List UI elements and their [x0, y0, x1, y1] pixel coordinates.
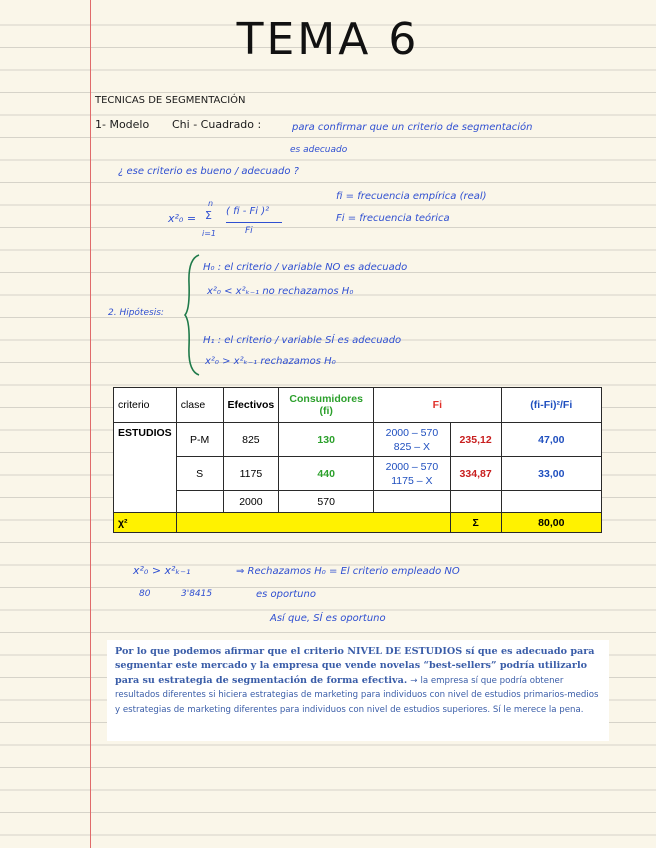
fi-definition: fi = frecuencia empírica (real) — [336, 191, 487, 202]
fraction-bar — [226, 222, 282, 223]
conclusion-formula: x²₀ > x²ₖ₋₁ — [133, 564, 191, 577]
Fi-definition: Fi = frecuencia teórica — [336, 213, 450, 224]
model-name: Chi - Cuadrado : — [172, 118, 262, 131]
conclusion-final: Así que, SÍ es oportuno — [270, 613, 386, 624]
header-clase: clase — [176, 388, 223, 423]
Fi-value-cell: 235,12 — [450, 423, 501, 457]
consumidores-cell: 130 — [279, 423, 374, 457]
conclusion-opportune: es oportuno — [256, 589, 316, 600]
model-purpose-line1: para confirmar que un criterio de segmentación — [292, 122, 533, 133]
conclusion-value-right: 3'8415 — [181, 589, 213, 599]
formula-lhs: x²₀ = — [168, 212, 197, 225]
table-row — [114, 457, 602, 491]
header-chi: (fi-Fi)²/Fi — [501, 388, 601, 423]
efectivos-cell: 1175 — [223, 457, 279, 491]
fi-calc-line2: 825 – X — [393, 440, 430, 453]
criterion-cell: ESTUDIOS — [114, 423, 177, 513]
formula-numerator: ( fi - Fi )² — [226, 206, 270, 217]
formula-sum-bottom: i=1 — [202, 229, 217, 238]
notes-heading: TECNICAS DE SEGMENTACIÓN — [95, 95, 246, 106]
hypothesis-brace — [184, 253, 200, 377]
margin-line — [90, 0, 91, 848]
h0-statement: H₀ : el criterio / variable NO es adecuado — [203, 262, 408, 273]
fi-calc-line2: 1175 – X — [391, 474, 433, 487]
formula-denominator: Fi — [245, 226, 253, 236]
sigma-symbol: Σ — [205, 209, 212, 222]
h0-condition: x²₀ < x²ₖ₋₁ no rechazamos H₀ — [207, 286, 354, 297]
header-Fi: Fi — [374, 388, 501, 423]
header-criterio: criterio — [114, 388, 177, 423]
segmentation-table — [113, 387, 602, 533]
paragraph-normal-text: la empresa sí que podría obtener resultados diferentes si hiciera estrategias de marketing para individuos con nivel de estudios primarios-medios y estrategias de marketing diferentes para individuos con nivel de estudios superiores. Sí le merece la pena. — [115, 675, 599, 715]
h1-condition: x²₀ > x²ₖ₋₁ rechazamos H₀ — [205, 356, 336, 367]
efectivos-cell: 825 — [223, 423, 279, 457]
total-efectivos-cell: 2000 — [223, 491, 279, 513]
fi-calc-line1: 2000 – 570 — [385, 426, 439, 439]
table-chi-total-row — [114, 513, 602, 533]
chi-value-cell: 33,00 — [501, 457, 601, 491]
chi-symbol-cell: χ² — [114, 513, 177, 533]
arrow-icon: → — [410, 675, 418, 686]
model-prefix: 1- Modelo — [95, 118, 150, 131]
chi-total-cell: 80,00 — [501, 513, 601, 533]
table-totals-row — [114, 491, 602, 513]
h1-statement: H₁ : el criterio / variable SÍ es adecuado — [203, 335, 402, 346]
formula-sum-top: n — [208, 199, 214, 208]
page-title: TEMA 6 — [236, 14, 420, 65]
hypothesis-label: 2. Hipótesis: — [108, 308, 164, 318]
Fi-value-cell: 334,87 — [450, 457, 501, 491]
paragraph-bold-text: Por lo que podemos afirmar que el criterio NIVEL DE ESTUDIOS sí que es adecuado para segmentar este mercado y la empresa que vende novelas “best-sellers” podría utilizarlo para su estrategia de segmentación de forma efectiva. — [115, 646, 595, 686]
fi-calc-line1: 2000 – 570 — [385, 460, 439, 473]
conclusion-value-left: 80 — [139, 589, 151, 599]
header-efectivos: Efectivos — [223, 388, 279, 423]
table-header-row — [114, 388, 602, 423]
sigma-cell: Σ — [450, 513, 501, 533]
conclusion-paragraph — [107, 640, 609, 741]
table-row — [114, 423, 602, 457]
fi-calc-cell — [374, 423, 451, 457]
conclusion-text: ⇒ Rechazamos H₀ = El criterio empleado NO — [236, 566, 460, 577]
model-purpose-line2: es adecuado — [290, 145, 348, 155]
total-consumidores-cell: 570 — [279, 491, 374, 513]
chi-value-cell: 47,00 — [501, 423, 601, 457]
question: ¿ ese criterio es bueno / adecuado ? — [118, 166, 299, 177]
clase-cell: S — [176, 457, 223, 491]
consumidores-cell: 440 — [279, 457, 374, 491]
header-consumidores: Consumidores (fi) — [279, 388, 374, 423]
clase-cell: P-M — [176, 423, 223, 457]
fi-calc-cell — [374, 457, 451, 491]
